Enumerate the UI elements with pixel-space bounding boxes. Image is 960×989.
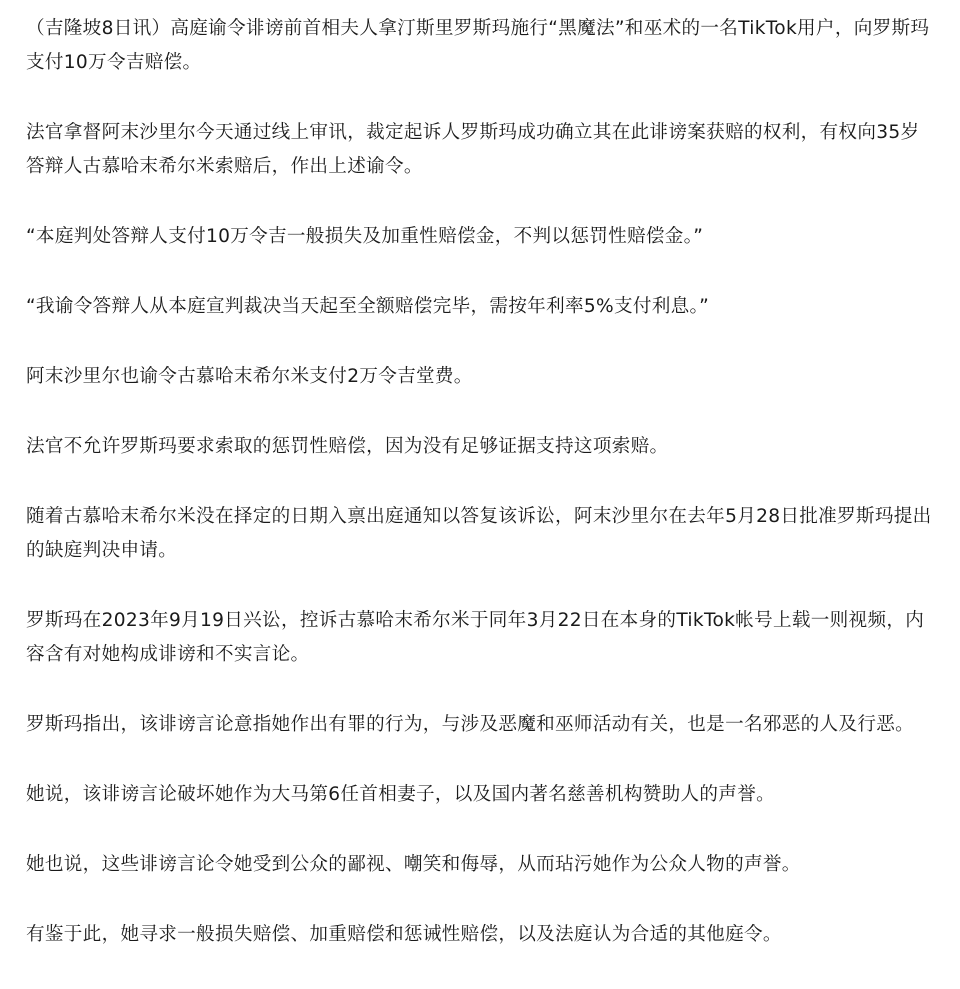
- paragraph-10: 她说，该诽谤言论破坏她作为大马第6任首相妻子，以及国内著名慈善机构赞助人的声誉。: [26, 784, 775, 805]
- paragraph-12: 有鉴于此，她寻求一般损失赔偿、加重赔偿和惩诫性赔偿，以及法庭认为合适的其他庭令。: [26, 924, 782, 945]
- paragraph-2: 法官拿督阿末沙里尔今天通过线上审讯，裁定起诉人罗斯玛成功确立其在此诽谤案获赔的权利，有权向35岁答辩人古慕哈末希尔米索赔后，作出上述谕令。: [26, 122, 920, 177]
- paragraph-1: （吉隆坡8日讯）高庭谕令诽谤前首相夫人拿汀斯里罗斯玛施行“黑魔法”和巫术的一名TikTok用户，向罗斯玛支付10万令吉赔偿。: [26, 18, 930, 73]
- paragraph-3: “本庭判处答辩人支付10万令吉一般损失及加重性赔偿金，不判以惩罚性赔偿金。”: [26, 226, 704, 247]
- paragraph-6: 法官不允许罗斯玛要求索取的惩罚性赔偿，因为没有足够证据支持这项索赔。: [26, 436, 669, 457]
- paragraph-8: 罗斯玛在2023年9月19日兴讼，控诉古慕哈末希尔米于同年3月22日在本身的TikTok帐号上载一则视频，内容含有对她构成诽谤和不实言论。: [26, 610, 925, 665]
- paragraph-5: 阿末沙里尔也谕令古慕哈末希尔米支付2万令吉堂费。: [26, 366, 473, 387]
- paragraph-7: 随着古慕哈末希尔米没在择定的日期入禀出庭通知以答复该诉讼，阿末沙里尔在去年5月28日批准罗斯玛提出的缺庭判决申请。: [26, 506, 932, 561]
- paragraph-9: 罗斯玛指出，该诽谤言论意指她作出有罪的行为，与涉及恶魔和巫师活动有关，也是一名邪恶的人及行恶。: [26, 714, 915, 735]
- paragraph-4: “我谕令答辩人从本庭宣判裁决当天起至全额赔偿完毕，需按年利率5%支付利息。”: [26, 296, 710, 317]
- paragraph-11: 她也说，这些诽谤言论令她受到公众的鄙视、嘲笑和侮辱，从而玷污她作为公众人物的声誉。: [26, 854, 801, 875]
